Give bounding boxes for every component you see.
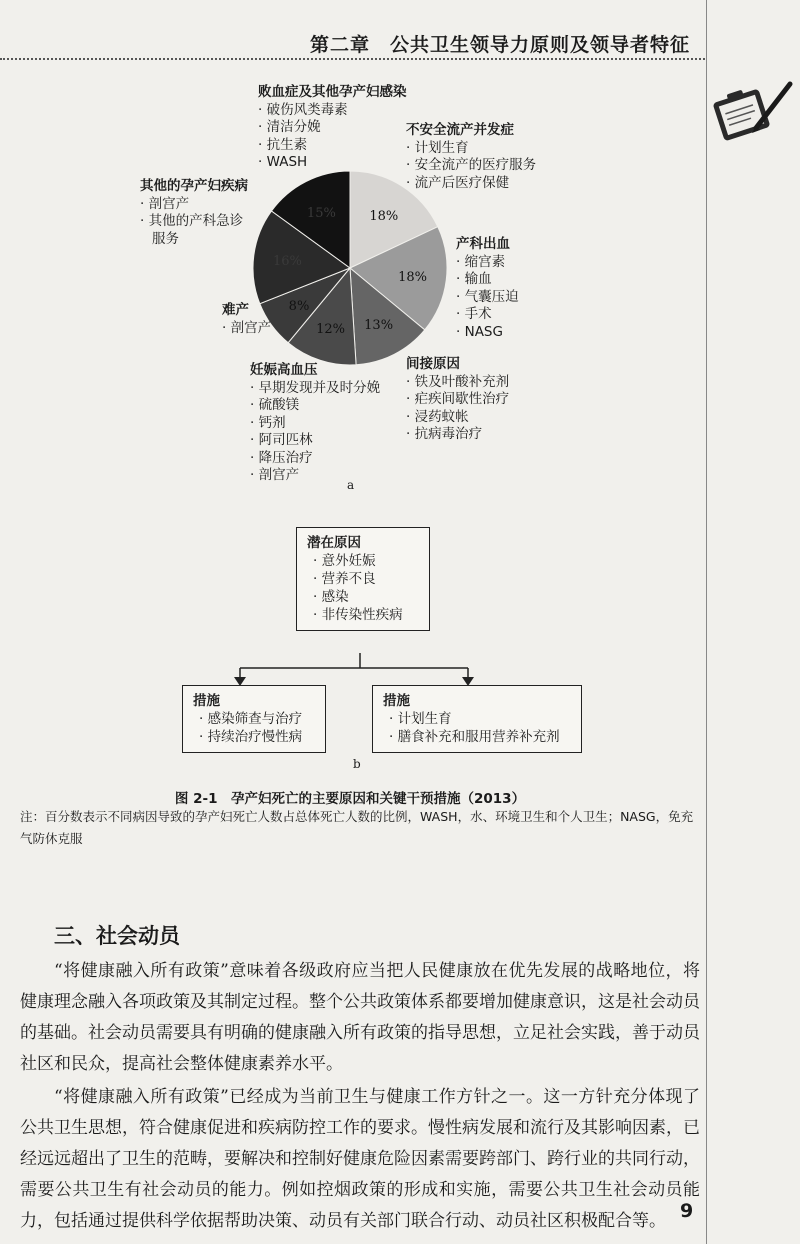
list-item: · 计划生育 [406,140,536,158]
flow-item: · 非传染性疾病 [307,606,419,624]
pie-slice-label-4: 8% [288,299,310,315]
paragraph-2: “将健康融入所有政策”已经成为当前卫生与健康工作方针之一。这一方针充分体现了公共卫生思想，符合健康促进和疾病防控工作的要求。慢性病发展和流行及其影响因素，已经远远超出了卫生的范畴，要解决和控制好健康危险因素需要跨部门、跨行业的共同行动，需要公共卫生有社会动员的能力。例如控烟政策的形成和实施，需要公共卫生社会动员能力，包括通过提供科学依据帮助决策、动员有关部门联合行动、动员社区积极配合等。 [20,1087,700,1231]
group-title: 败血症及其他孕产妇感染 [258,84,407,100]
flow-item: · 持续治疗慢性病 [193,728,315,746]
group-title: 其他的孕产妇疾病 [140,178,248,194]
list-item: · WASH [258,154,407,172]
list-item: · 其他的产科急诊 [140,213,248,231]
list-item: · 流产后医疗保健 [406,175,536,193]
subfigure-label-b: b [353,757,361,771]
margin-rule [706,0,707,1244]
group-other-disease [140,178,248,248]
chapter-header: 第二章 公共卫生领导力原则及领导者特征 [309,34,690,56]
list-item-cont: 服务 [152,230,179,247]
figure-caption: 图 2-1 孕产妇死亡的主要原因和关键干预措施（2013） [174,791,526,807]
flow-root-box [296,527,430,631]
group-title: 产科出血 [456,236,510,252]
pie-slice-label-5: 16% [272,254,302,270]
list-item: · 剖宫产 [222,320,271,338]
list-item: · 缩宫素 [456,254,519,272]
section-title: 三、社会动员 [54,924,180,948]
clipboard-pen-icon [706,70,796,150]
list-item: · 钙剂 [250,415,380,433]
list-item: · 输血 [456,271,519,289]
pie-slice-label-2: 13% [364,318,394,334]
group-title: 不安全流产并发症 [406,122,514,138]
group-indirect [406,356,509,444]
page-number: 9 [680,1200,694,1222]
flow-item: · 感染筛查与治疗 [193,710,315,728]
pie-slice-label-0: 18% [369,208,399,224]
list-item: · 安全流产的医疗服务 [406,157,536,175]
list-item: · 疟疾间歇性治疗 [406,391,509,409]
list-item: · 抗病毒治疗 [406,426,509,444]
flow-title: 措施 [193,693,220,709]
header-rule [0,58,705,60]
flow-left-box [182,685,326,753]
list-item: · 抗生素 [258,137,407,155]
list-item: · 铁及叶酸补充剂 [406,374,509,392]
flow-item: · 膳食补充和服用营养补充剂 [383,728,571,746]
list-item: · 剖宫产 [140,196,248,214]
list-item: · 破伤风类毒素 [258,102,407,120]
group-hemorrhage [456,236,519,341]
list-item: · 剖宫产 [250,467,380,485]
pie-slice-label-3: 12% [316,321,345,337]
flow-item: · 计划生育 [383,710,571,728]
flow-item: · 意外妊娠 [307,552,419,570]
list-item: · 清洁分娩 [258,119,407,137]
group-hypertension [250,362,380,485]
group-title: 间接原因 [406,356,460,372]
flow-item: · 营养不良 [307,570,419,588]
list-item: · NASG [456,324,519,342]
flow-title: 措施 [383,693,410,709]
flow-title: 潜在原因 [307,535,361,551]
group-unsafe-abortion [406,122,536,192]
list-item: · 硫酸镁 [250,397,380,415]
list-item: · 早期发现并及时分娩 [250,380,380,398]
group-dystocia [222,302,271,337]
group-sepsis [258,84,407,172]
group-title: 妊娠高血压 [250,362,318,378]
list-item: · 浸药蚊帐 [406,409,509,427]
figure-note: 注：百分数表示不同病因导致的孕产妇死亡人数占总体死亡人数的比例，WASH，水、环境卫生和个人卫生；NASG，免充气防休克服 [20,809,694,846]
pie-slice-label-6: 15% [306,205,336,221]
pie-chart [252,170,448,366]
group-title: 难产 [222,302,249,318]
list-item: · 手术 [456,306,519,324]
flow-right-box [372,685,582,753]
list-item: · 降压治疗 [250,450,380,468]
flow-item: · 感染 [307,588,419,606]
subfigure-label-a: a [347,478,355,492]
paragraph-1: “将健康融入所有政策”意味着各级政府应当把人民健康放在优先发展的战略地位，将健康理念融入各项政策及其制定过程。整个公共政策体系都要增加健康意识，这是社会动员的基础。社会动员需要具有明确的健康融入所有政策的指导思想，立足社会实践，善于动员社区和民众，提高社会整体健康素养水平。 [20,961,700,1074]
pie-slice-label-1: 18% [398,269,428,285]
list-item: · 气囊压迫 [456,289,519,307]
list-item: · 阿司匹林 [250,432,380,450]
